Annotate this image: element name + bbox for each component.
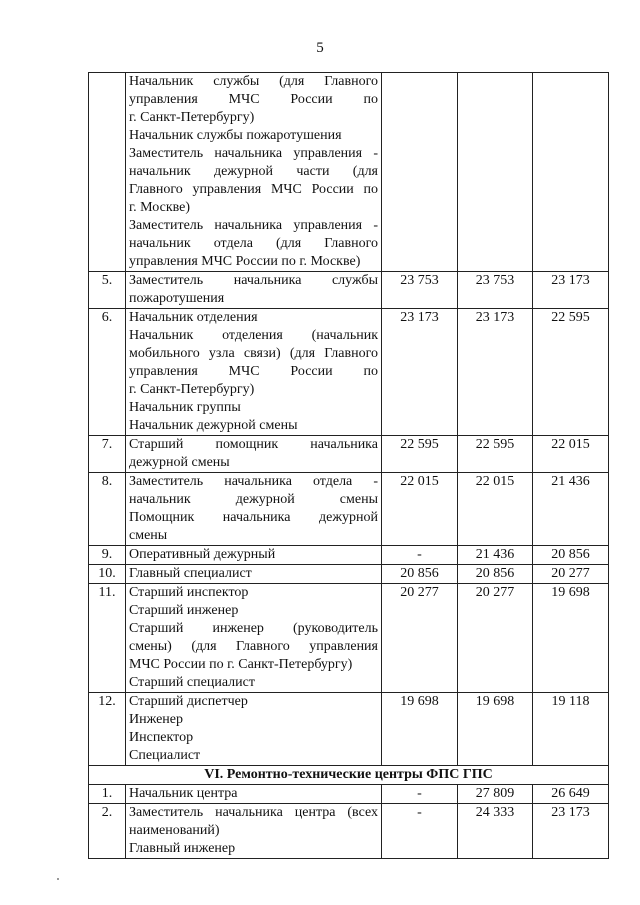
row-number: 6. — [89, 309, 126, 436]
position-line: Старший инженер (руководитель — [129, 621, 378, 636]
position-line: Начальник службы пожаротушения — [129, 128, 342, 143]
salary-value-1: 23 753 — [382, 272, 458, 309]
table-row — [89, 584, 609, 693]
salary-value-3: 23 173 — [533, 804, 609, 859]
salary-value-1: 19 698 — [382, 693, 458, 766]
position-line: Заместитель начальника управления - — [129, 146, 378, 161]
position-line: Старший диспетчер — [129, 694, 248, 709]
salary-value-1: - — [382, 546, 458, 565]
position-line: г. Санкт-Петербургу) — [129, 382, 255, 397]
position-line: Старший специалист — [129, 675, 255, 690]
table-row — [89, 272, 609, 309]
position-line: смены) (для Главного управления — [129, 639, 378, 654]
salary-value-2: 19 698 — [458, 693, 533, 766]
position-title — [126, 73, 382, 272]
table-row — [89, 73, 609, 272]
salary-value-3: 19 118 — [533, 693, 609, 766]
salary-value-1: 20 856 — [382, 565, 458, 584]
position-title — [126, 584, 382, 693]
salary-value-2: 20 856 — [458, 565, 533, 584]
position-line: Начальник службы (для Главного — [129, 74, 378, 89]
position-line: г. Санкт-Петербургу) — [129, 110, 255, 125]
salary-value-1 — [382, 73, 458, 272]
position-title — [126, 546, 382, 565]
scan-speck — [57, 878, 59, 880]
position-line: Главный инженер — [129, 841, 236, 856]
salary-value-2: 23 753 — [458, 272, 533, 309]
position-line: Заместитель начальника управления - — [129, 218, 378, 233]
position-line: пожаротушения — [129, 291, 225, 306]
position-line: Главного управления МЧС России по — [129, 182, 378, 197]
salary-value-1: 22 015 — [382, 473, 458, 546]
table-row — [89, 436, 609, 473]
salary-value-2: 20 277 — [458, 584, 533, 693]
position-line: начальник отдела (для Главного — [129, 236, 378, 251]
position-line: Начальник отделения — [129, 310, 258, 325]
position-line: Старший помощник начальника — [129, 437, 378, 452]
position-line: Инженер — [129, 712, 184, 727]
position-line: управления МЧС России по — [129, 92, 378, 107]
position-title — [126, 272, 382, 309]
position-line: начальник дежурной смены — [129, 492, 378, 507]
salary-value-3: 23 173 — [533, 272, 609, 309]
position-line: г. Москве) — [129, 200, 191, 215]
position-line: МЧС России по г. Санкт-Петербургу) — [129, 657, 353, 672]
position-title — [126, 804, 382, 859]
row-number: 2. — [89, 804, 126, 859]
salary-value-2: 27 809 — [458, 785, 533, 804]
position-line: управления МЧС России по г. Москве) — [129, 254, 361, 269]
section-title: VI. Ремонтно-технические центры ФПС ГПС — [89, 766, 609, 785]
position-line: мобильного узла связи) (для Главного — [129, 346, 378, 361]
row-number: 7. — [89, 436, 126, 473]
position-line: Старший инженер — [129, 603, 239, 618]
row-number: 10. — [89, 565, 126, 584]
position-title — [126, 473, 382, 546]
table-row — [89, 785, 609, 804]
table-row — [89, 565, 609, 584]
position-line: Заместитель начальника центра (всех — [129, 805, 378, 820]
row-number: 9. — [89, 546, 126, 565]
salary-value-1: 22 595 — [382, 436, 458, 473]
row-number: 5. — [89, 272, 126, 309]
table-row — [89, 546, 609, 565]
position-title — [126, 436, 382, 473]
position-line: Специалист — [129, 748, 201, 763]
position-line: Главный специалист — [129, 566, 252, 581]
salary-table — [88, 72, 609, 859]
position-title — [126, 693, 382, 766]
salary-value-3: 26 649 — [533, 785, 609, 804]
salary-value-2: 24 333 — [458, 804, 533, 859]
salary-value-3: 20 277 — [533, 565, 609, 584]
table-row — [89, 473, 609, 546]
position-line: наименований) — [129, 823, 220, 838]
row-number: 1. — [89, 785, 126, 804]
position-line: начальник дежурной части (для — [129, 164, 378, 179]
position-line: Оперативный дежурный — [129, 547, 276, 562]
position-line: Инспектор — [129, 730, 194, 745]
salary-table-body — [89, 73, 609, 859]
position-line: Старший инспектор — [129, 585, 249, 600]
position-title — [126, 785, 382, 804]
position-line: дежурной смены — [129, 455, 230, 470]
salary-value-3: 22 015 — [533, 436, 609, 473]
salary-value-3 — [533, 73, 609, 272]
position-line: Заместитель начальника отдела - — [129, 474, 378, 489]
salary-value-2: 21 436 — [458, 546, 533, 565]
section-header-row — [89, 766, 609, 785]
table-row — [89, 804, 609, 859]
row-number: 12. — [89, 693, 126, 766]
position-line: Начальник отделения (начальник — [129, 328, 378, 343]
position-line: Заместитель начальника службы — [129, 273, 378, 288]
salary-value-1: - — [382, 804, 458, 859]
position-title — [126, 309, 382, 436]
row-number: 11. — [89, 584, 126, 693]
row-number — [89, 73, 126, 272]
salary-value-1: 23 173 — [382, 309, 458, 436]
page-number: 5 — [316, 40, 324, 56]
salary-value-1: 20 277 — [382, 584, 458, 693]
salary-value-3: 20 856 — [533, 546, 609, 565]
position-line: Помощник начальника дежурной — [129, 510, 378, 525]
salary-value-2: 22 015 — [458, 473, 533, 546]
position-title — [126, 565, 382, 584]
salary-value-2: 23 173 — [458, 309, 533, 436]
salary-value-1: - — [382, 785, 458, 804]
position-line: Начальник группы — [129, 400, 241, 415]
salary-value-3: 19 698 — [533, 584, 609, 693]
table-row — [89, 309, 609, 436]
position-line: Начальник дежурной смены — [129, 418, 298, 433]
salary-value-2 — [458, 73, 533, 272]
salary-value-3: 21 436 — [533, 473, 609, 546]
position-line: Начальник центра — [129, 786, 238, 801]
row-number: 8. — [89, 473, 126, 546]
position-line: управления МЧС России по — [129, 364, 378, 379]
position-line: смены — [129, 528, 168, 543]
salary-value-3: 22 595 — [533, 309, 609, 436]
table-row — [89, 693, 609, 766]
salary-value-2: 22 595 — [458, 436, 533, 473]
